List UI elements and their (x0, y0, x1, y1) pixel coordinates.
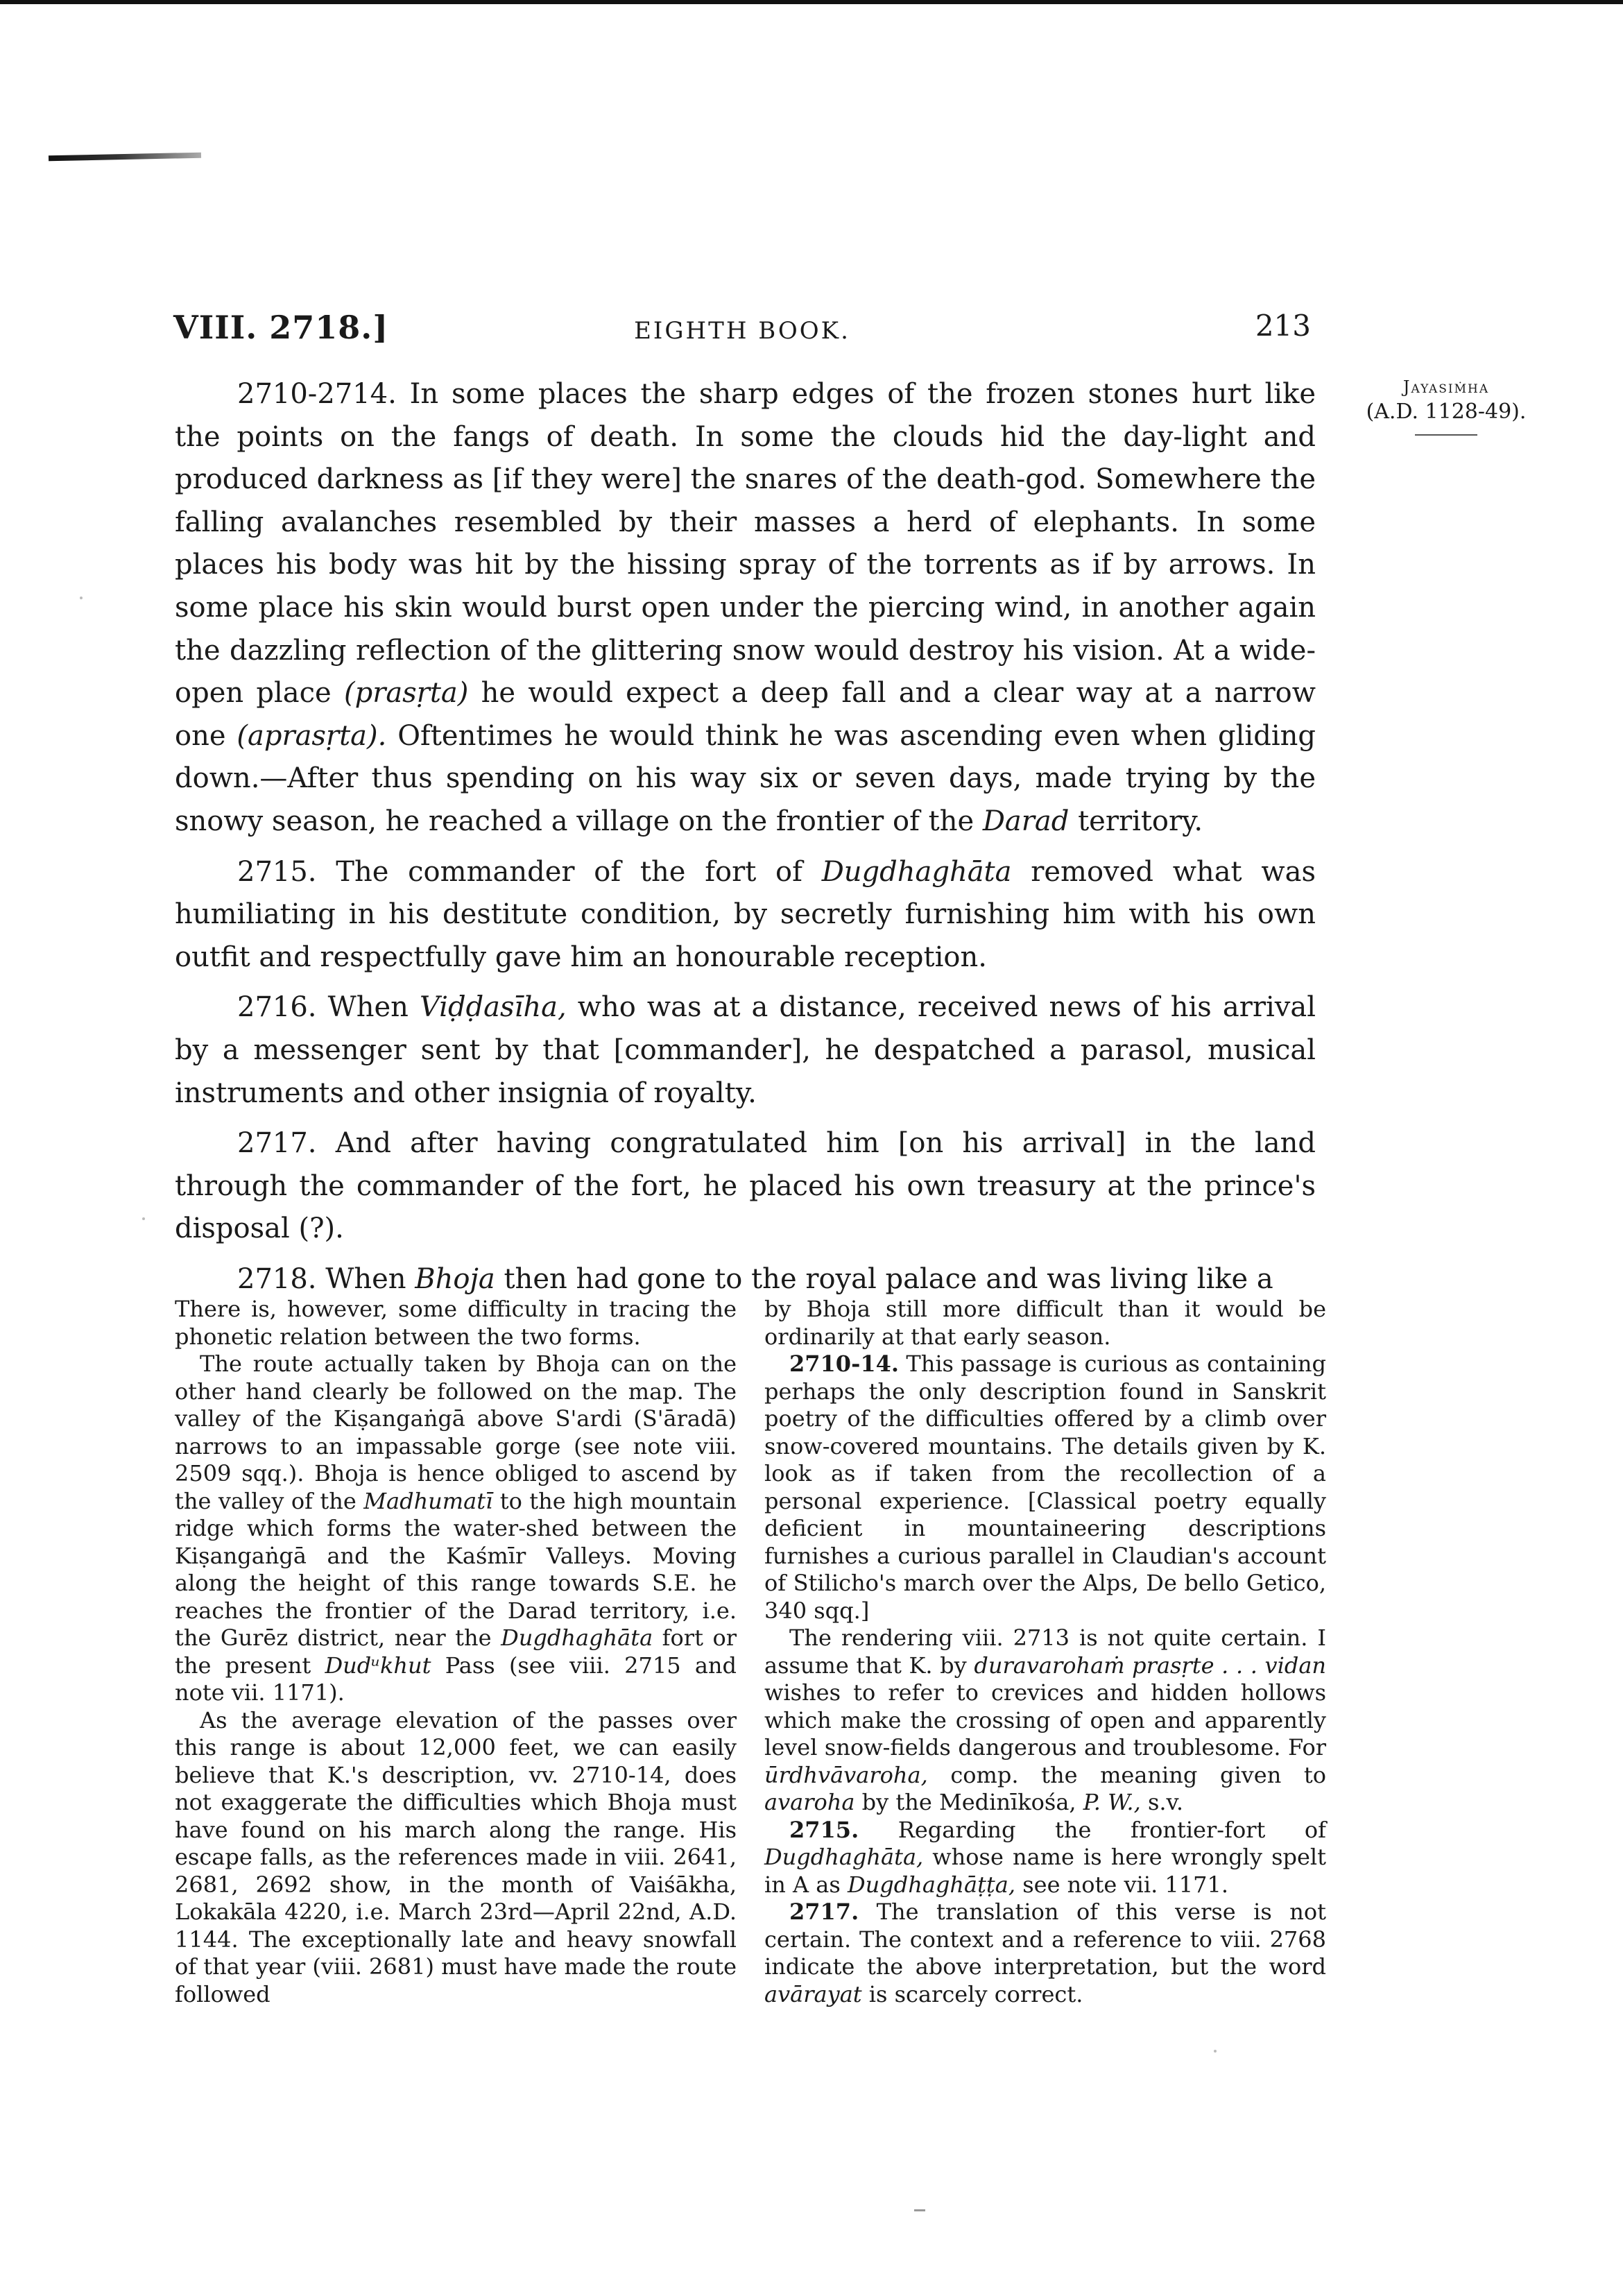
footnote-paragraph: The route actually taken by Bhoja can on the other hand clearly be followed on the map. The valley of the Kiṣangaṅgā above S'ardi (S'āradā) narrows to an impassable gorge (see note viii. 2509 sqq.). Bhoja is hence obliged to ascend by the valley of the Madhumatī to the high mountain ridge which forms the water-shed between the Kiṣangaṅgā and the Kaśmīr Valleys. Moving along the height of this range towards S.E. he reaches the frontier of the Darad territory, i.e. the Gurēz district, near the Dugdhaghāta fort or the present Dudᵘkhut Pass (see viii. 2715 and note vii. 1171). (175, 1351, 737, 1706)
verse-number: 2716. (237, 991, 317, 1024)
footnote-verse-number: 2710-14. (789, 1351, 900, 1377)
verse-paragraph: 2715. The commander of the fort of Dugdhaghāta removed what was humiliating in his destitute condition, by secretly furnishing him with his own outfit and respectfully gave him an honourable reception. (175, 855, 1316, 973)
footnote-paragraph: The rendering viii. 2713 is not quite certain. I assume that K. by duravarohaṁ prasṛte . . . vidan wishes to refer to crevices and hidden hollows which make the crossing of open and apparently level snow-fields dangerous and troublesome. For ūrdhvāvaroha, comp. the meaning given to avaroha by the Medinīkośa, P. W., s.v. (764, 1625, 1327, 1815)
italic-name: Bhoja (415, 1262, 495, 1295)
verse-paragraph: 2718. When Bhoja then had gone to the royal palace and was living like a (237, 1262, 1273, 1295)
scan-speck (1214, 2050, 1217, 2053)
italic-name: Viḍḍasīha, (419, 991, 567, 1024)
scan-ink-mark (914, 2209, 925, 2211)
verse-paragraph: 2716. When Viḍḍasīha, who was at a distance, received news of his arrival by a messenger sent by that [commander], he despatched a parasol, musical instruments and other insignia of royalty. (175, 991, 1316, 1109)
main-text (175, 373, 1316, 1301)
footnote-paragraph: As the average elevation of the passes over this range is about 12,000 feet, we can easily believe that K.'s description, vv. 2710-14, does not exaggerate the difficulties which Bhoja must have found on his march along the range. His escape falls, as the references made in viii. 2641, 2681, 2692 show, in the month of Vaiśākha, Lokakāla 4220, i.e. March 23rd—April 22nd, A.D. 1144. The exceptionally late and heavy snowfall of that year (viii. 2681) must have made the route followed (175, 1706, 737, 2007)
page-number: 213 (1255, 309, 1311, 343)
italic-place: Dugdhaghāta (821, 855, 1012, 888)
section-reference: VIII. 2718.] (173, 309, 389, 346)
verse-paragraph: 2717. And after having congratulated him [on his arrival] in the land through the commander of the fort, he placed his own treasury at the prince's disposal (?). (175, 1127, 1316, 1245)
footnote-paragraph: There is, however, some difficulty in tracing the phonetic relation between the two forms. (175, 1296, 737, 1350)
footnote-verse-number: 2715. (789, 1816, 859, 1843)
italic-term: (prasṛta) (344, 677, 469, 710)
footnote-column-left (175, 1296, 737, 2008)
verse-number: 2710-2714. (237, 378, 397, 410)
scan-ink-mark (49, 153, 201, 162)
scan-speck (80, 597, 83, 599)
margin-note (1356, 375, 1536, 436)
footnote-paragraph: 2715. Regarding the frontier-fort of Dugdhaghāta, whose name is here wrongly spelt in A as Dugdhaghāṭṭa, see note vii. 1171. (764, 1816, 1327, 1898)
italic-term: (aprasṛta). (237, 719, 387, 752)
verse-paragraph: 2710-2714. In some places the sharp edges of the frozen stones hurt like the points on the fangs of death. In some the clouds hid the day-light and produced darkness as [if they were] the snares of the death-god. Somewhere the falling avalanches resembled by their masses a herd of elephants. In some places his body was hit by the hissing spray of the torrents as if by arrows. In some place his skin would burst open under the piercing wind, in another again the dazzling reflection of the glittering snow would destroy his vision. At a wide-open place (prasṛta) he would expect a deep fall and a clear way at a narrow one (aprasṛta). Oftentimes he would think he was ascending even when gliding down.—After thus spending on his way six or seven days, made trying by the snowy season, he reached a village on the frontier of the Darad territory. (175, 378, 1316, 837)
running-head (173, 309, 1311, 357)
footnote-paragraph: by Bhoja still more difficult than it would be ordinarily at that early season. (764, 1296, 1326, 1350)
book-title: EIGHTH BOOK. (634, 317, 850, 345)
italic-place: Darad (982, 805, 1070, 837)
margin-note-king: Jayasiṁha (1402, 377, 1490, 397)
verse-number: 2718. (237, 1262, 317, 1295)
footnote-column-right (764, 1296, 1326, 2008)
scan-speck (142, 1217, 145, 1220)
footnote-paragraph: 2717. The translation of this verse is not certain. The context and a reference to viii. 2768 indicate the above interpretation, but the word avārayat is scarcely correct. (764, 1899, 1326, 2007)
verse-number: 2715. (237, 855, 317, 888)
scan-top-edge (0, 0, 1623, 4)
margin-note-rule (1415, 434, 1477, 436)
verse-number: 2717. (237, 1127, 317, 1160)
footnote-verse-number: 2717. (789, 1899, 859, 1925)
margin-note-date: (A.D. 1128-49). (1366, 400, 1527, 424)
footnote-paragraph: 2710-14. This passage is curious as containing perhaps the only description found in Sanskrit poetry of the difficulties offered by a climb over snow-covered mountains. The details given by K. look as if taken from the recollection of a personal experience. [Classical poetry equally deficient in mountaineering descriptions furnishes a curious parallel in Claudian's account of Stilicho's march over the Alps, De bello Getico, 340 sqq.] (764, 1351, 1327, 1624)
